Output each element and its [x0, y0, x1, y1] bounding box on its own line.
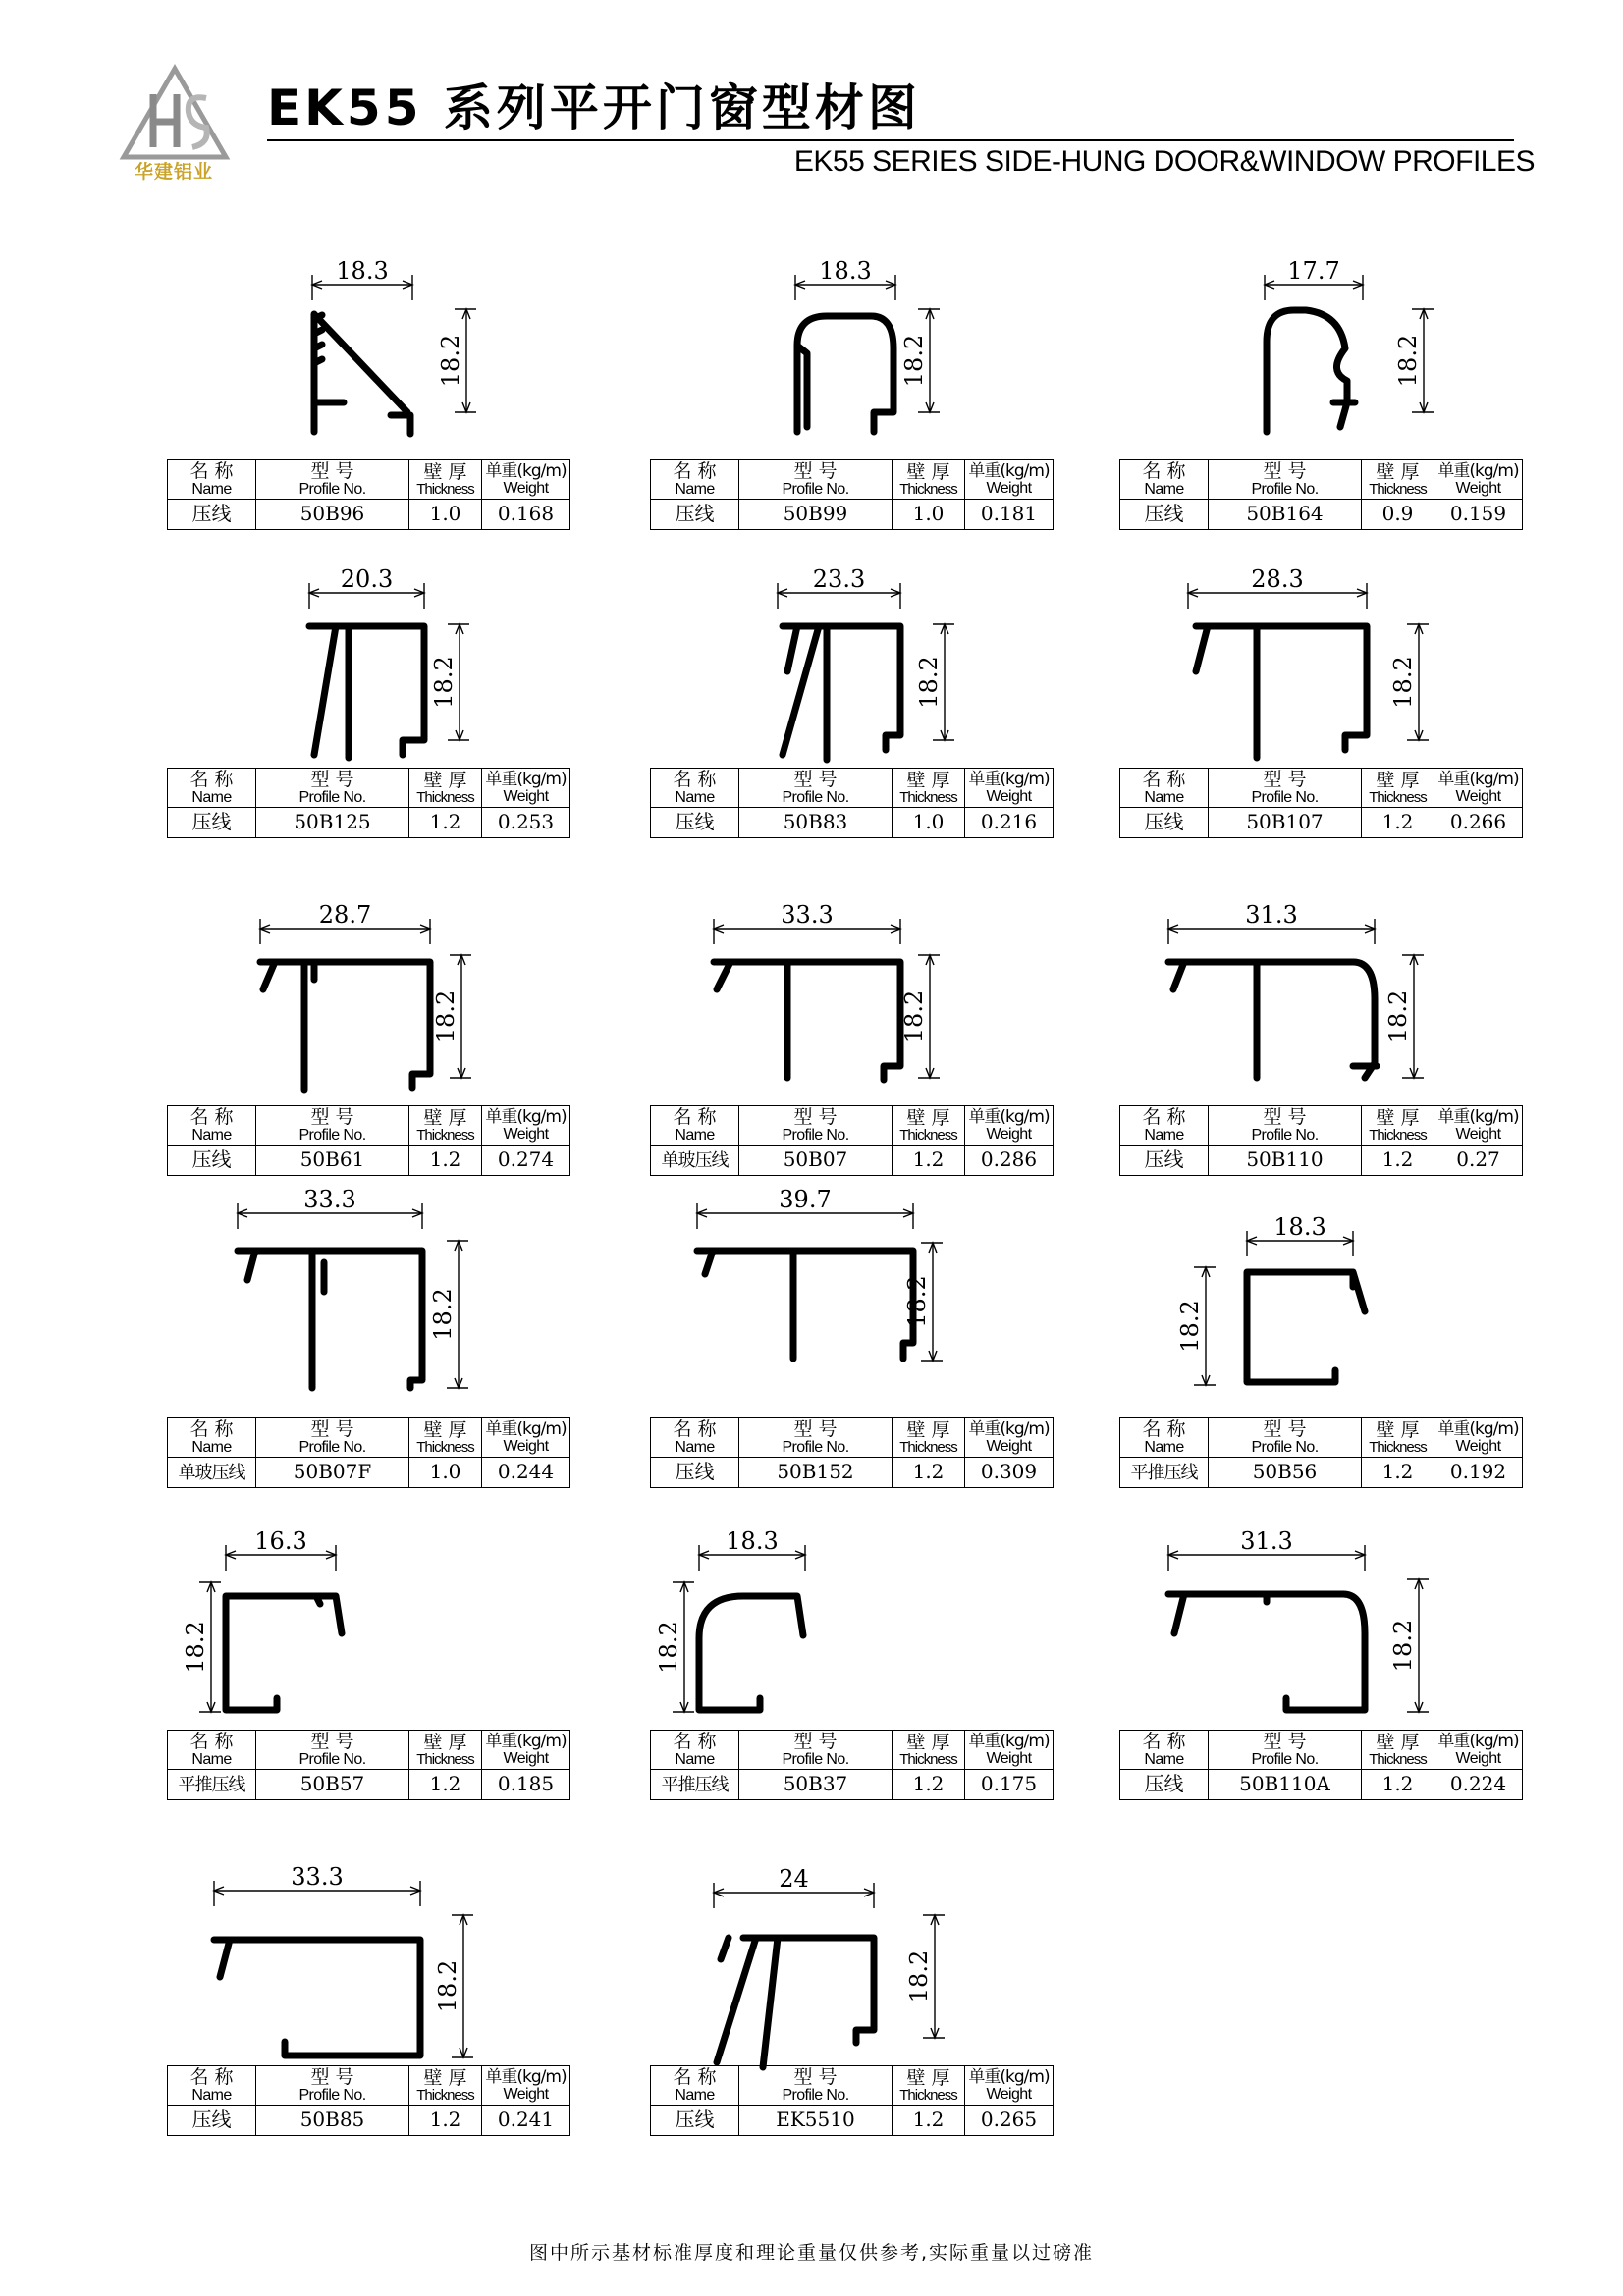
profile-number: EK5510: [739, 2105, 893, 2135]
profile-50B99: [650, 255, 1053, 569]
width-dimension: 33.3: [781, 901, 834, 929]
profile-weight: 0.241: [482, 2105, 570, 2135]
profile-number: 50B37: [739, 1769, 893, 1799]
spec-table: [650, 1730, 1054, 1800]
profile-number: 50B110A: [1209, 1769, 1362, 1799]
profile-weight: 0.216: [965, 807, 1054, 837]
profile-number: 50B99: [739, 499, 893, 529]
profile-50B61: [167, 901, 569, 1215]
header-weight: 单重(kg/m) Weight: [1434, 460, 1523, 500]
header-profile-no: 型 号 Profile No.: [1209, 1106, 1362, 1146]
profile-drawing: [650, 255, 1053, 461]
profile-number: 50B61: [256, 1145, 409, 1175]
height-dimension: 18.2: [182, 1621, 209, 1674]
header-weight: 单重(kg/m) Weight: [482, 1418, 570, 1458]
header-thickness: 壁 厚 Thickness: [409, 1106, 482, 1146]
profile-thickness: 0.9: [1362, 499, 1434, 529]
profile-name: 单玻压线: [168, 1457, 256, 1487]
profile-name: 压线: [1120, 499, 1209, 529]
profile-drawing: [650, 901, 1053, 1107]
profile-drawing: [650, 1861, 1053, 2067]
profile-name: 压线: [168, 807, 256, 837]
profile-50B110: [1119, 901, 1522, 1215]
header-weight: 单重(kg/m) Weight: [1434, 1106, 1523, 1146]
header-profile-no: 型 号 Profile No.: [256, 1731, 409, 1770]
profile-50B96: [167, 255, 569, 569]
profile-50B152: [650, 1186, 1053, 1527]
header-thickness: 壁 厚 Thickness: [1362, 769, 1434, 808]
height-dimension: 18.2: [1176, 1300, 1204, 1353]
profile-name: 单玻压线: [651, 1145, 739, 1175]
profile-number: 50B164: [1209, 499, 1362, 529]
height-dimension: 18.2: [903, 1275, 931, 1328]
profile-weight: 0.286: [965, 1145, 1054, 1175]
header-weight: 单重(kg/m) Weight: [1434, 1418, 1523, 1458]
header-weight: 单重(kg/m) Weight: [965, 2066, 1054, 2106]
height-dimension: 18.2: [429, 1288, 457, 1341]
profile-weight: 0.181: [965, 499, 1054, 529]
header-name: 名 称 Name: [651, 1731, 739, 1770]
profile-name: 平推压线: [168, 1769, 256, 1799]
height-dimension: 18.2: [432, 989, 460, 1043]
profile-thickness: 1.0: [893, 499, 965, 529]
page-subtitle: EK55 SERIES SIDE-HUNG DOOR&WINDOW PROFILES: [793, 145, 1535, 178]
header-thickness: 壁 厚 Thickness: [893, 460, 965, 500]
profile-thickness: 1.2: [1362, 1769, 1434, 1799]
height-dimension: 18.2: [1389, 1619, 1417, 1673]
profile-drawing: [167, 1861, 569, 2067]
spec-table: [1119, 459, 1523, 530]
profile-weight: 0.192: [1434, 1457, 1523, 1487]
header-name: 名 称 Name: [651, 769, 739, 808]
header-thickness: 壁 厚 Thickness: [893, 1106, 965, 1146]
height-dimension: 18.2: [655, 1621, 682, 1674]
spec-table: [650, 2065, 1054, 2136]
header-profile-no: 型 号 Profile No.: [1209, 1418, 1362, 1458]
profile-drawing: [167, 1525, 569, 1732]
spec-table: [167, 2065, 570, 2136]
profile-weight: 0.309: [965, 1457, 1054, 1487]
header-weight: 单重(kg/m) Weight: [482, 2066, 570, 2106]
profile-drawing: [167, 255, 569, 461]
company-logo-text: 华建铝业: [134, 161, 213, 183]
width-dimension: 20.3: [340, 565, 394, 593]
profile-weight: 0.266: [1434, 807, 1523, 837]
profile-drawing: [1119, 255, 1522, 461]
header-weight: 单重(kg/m) Weight: [1434, 1731, 1523, 1770]
header-profile-no: 型 号 Profile No.: [739, 769, 893, 808]
profile-name: 压线: [1120, 1769, 1209, 1799]
header-profile-no: 型 号 Profile No.: [1209, 460, 1362, 500]
header-name: 名 称 Name: [168, 460, 256, 500]
profile-number: 50B107: [1209, 807, 1362, 837]
profile-50B125: [167, 563, 569, 878]
spec-table: [1119, 1730, 1523, 1800]
profile-thickness: 1.0: [893, 807, 965, 837]
profile-number: 50B83: [739, 807, 893, 837]
header-name: 名 称 Name: [1120, 1731, 1209, 1770]
profile-50B110A: [1119, 1525, 1522, 1840]
width-dimension: 31.3: [1240, 1527, 1293, 1555]
header-name: 名 称 Name: [1120, 1106, 1209, 1146]
profile-thickness: 1.2: [409, 807, 482, 837]
width-dimension: 18.3: [336, 257, 389, 285]
height-dimension: 18.2: [1389, 656, 1417, 709]
profile-weight: 0.253: [482, 807, 570, 837]
width-dimension: 18.3: [726, 1527, 779, 1555]
width-dimension: 16.3: [254, 1527, 307, 1555]
profile-thickness: 1.2: [409, 2105, 482, 2135]
profile-name: 压线: [651, 1457, 739, 1487]
spec-table: [650, 1105, 1054, 1176]
header-thickness: 壁 厚 Thickness: [409, 2066, 482, 2106]
width-dimension: 33.3: [291, 1863, 344, 1891]
profile-50B56: [1119, 1213, 1522, 1527]
profile-name: 压线: [168, 1145, 256, 1175]
profile-drawing: [650, 563, 1053, 770]
profile-name: 压线: [168, 499, 256, 529]
profile-name: 压线: [1120, 1145, 1209, 1175]
header-profile-no: 型 号 Profile No.: [739, 1731, 893, 1770]
profile-50B83: [650, 563, 1053, 878]
header-thickness: 壁 厚 Thickness: [893, 2066, 965, 2106]
profile-number: 50B152: [739, 1457, 893, 1487]
header-name: 名 称 Name: [1120, 1418, 1209, 1458]
profile-thickness: 1.2: [893, 1145, 965, 1175]
height-dimension: 18.2: [430, 656, 458, 709]
header-name: 名 称 Name: [168, 2066, 256, 2106]
width-dimension: 18.3: [819, 257, 872, 285]
spec-table: [1119, 768, 1523, 838]
profile-number: 50B56: [1209, 1457, 1362, 1487]
header-profile-no: 型 号 Profile No.: [739, 1106, 893, 1146]
profile-thickness: 1.2: [893, 1457, 965, 1487]
height-dimension: 18.2: [437, 334, 464, 388]
profile-drawing: [1119, 901, 1522, 1107]
profile-thickness: 1.0: [409, 1457, 482, 1487]
width-dimension: 24: [779, 1865, 809, 1893]
profile-thickness: 1.2: [1362, 807, 1434, 837]
profile-weight: 0.244: [482, 1457, 570, 1487]
profile-50B85: [167, 1861, 569, 2175]
profile-name: 平推压线: [651, 1769, 739, 1799]
profile-weight: 0.175: [965, 1769, 1054, 1799]
header-weight: 单重(kg/m) Weight: [482, 1731, 570, 1770]
spec-table: [167, 459, 570, 530]
header-weight: 单重(kg/m) Weight: [482, 460, 570, 500]
profile-50B07: [650, 901, 1053, 1215]
header-weight: 单重(kg/m) Weight: [482, 769, 570, 808]
profile-50B57: [167, 1525, 569, 1840]
profile-name: 压线: [651, 499, 739, 529]
spec-table: [167, 1417, 570, 1488]
width-dimension: 33.3: [303, 1186, 356, 1213]
header-profile-no: 型 号 Profile No.: [739, 2066, 893, 2106]
profile-number: 50B07F: [256, 1457, 409, 1487]
header-thickness: 壁 厚 Thickness: [893, 769, 965, 808]
header-name: 名 称 Name: [651, 1106, 739, 1146]
profile-number: 50B125: [256, 807, 409, 837]
profile-weight: 0.224: [1434, 1769, 1523, 1799]
width-dimension: 31.3: [1245, 901, 1298, 929]
profile-name: 压线: [651, 2105, 739, 2135]
header-thickness: 壁 厚 Thickness: [1362, 1106, 1434, 1146]
profile-drawing: [1119, 1213, 1522, 1419]
profile-number: 50B96: [256, 499, 409, 529]
header-weight: 单重(kg/m) Weight: [965, 1731, 1054, 1770]
profile-thickness: 1.2: [893, 1769, 965, 1799]
header-thickness: 壁 厚 Thickness: [409, 769, 482, 808]
header-thickness: 壁 厚 Thickness: [893, 1731, 965, 1770]
profile-drawing: [167, 1186, 569, 1419]
header-name: 名 称 Name: [651, 1418, 739, 1458]
header-thickness: 壁 厚 Thickness: [409, 460, 482, 500]
profile-50B37: [650, 1525, 1053, 1840]
profile-drawing: [1119, 1525, 1522, 1732]
header-divider: [267, 139, 1514, 141]
profile-weight: 0.185: [482, 1769, 570, 1799]
profile-50B107: [1119, 563, 1522, 878]
header-profile-no: 型 号 Profile No.: [739, 1418, 893, 1458]
header-name: 名 称 Name: [168, 1418, 256, 1458]
header-thickness: 壁 厚 Thickness: [409, 1731, 482, 1770]
profile-weight: 0.168: [482, 499, 570, 529]
profile-thickness: 1.2: [409, 1145, 482, 1175]
spec-table: [650, 459, 1054, 530]
header-weight: 单重(kg/m) Weight: [965, 769, 1054, 808]
header-thickness: 壁 厚 Thickness: [1362, 1731, 1434, 1770]
footer-note: 图中所示基材标准厚度和理论重量仅供参考,实际重量以过磅准: [528, 2242, 1095, 2264]
header-profile-no: 型 号 Profile No.: [256, 1106, 409, 1146]
spec-table: [167, 1105, 570, 1176]
width-dimension: 28.3: [1251, 565, 1304, 593]
profile-thickness: 1.2: [1362, 1145, 1434, 1175]
header-profile-no: 型 号 Profile No.: [256, 460, 409, 500]
header-profile-no: 型 号 Profile No.: [256, 1418, 409, 1458]
header-thickness: 壁 厚 Thickness: [1362, 1418, 1434, 1458]
profile-thickness: 1.2: [409, 1769, 482, 1799]
header-name: 名 称 Name: [168, 1731, 256, 1770]
header-name: 名 称 Name: [1120, 460, 1209, 500]
header-weight: 单重(kg/m) Weight: [482, 1106, 570, 1146]
profile-weight: 0.159: [1434, 499, 1523, 529]
header-profile-no: 型 号 Profile No.: [1209, 769, 1362, 808]
profile-name: 压线: [1120, 807, 1209, 837]
profile-number: 50B110: [1209, 1145, 1362, 1175]
profile-drawing: [1119, 563, 1522, 770]
header-weight: 单重(kg/m) Weight: [965, 460, 1054, 500]
spec-table: [1119, 1105, 1523, 1176]
height-dimension: 18.2: [434, 1959, 461, 2013]
header-name: 名 称 Name: [651, 460, 739, 500]
width-dimension: 23.3: [812, 565, 866, 593]
profile-name: 压线: [168, 2105, 256, 2135]
profile-50B164: [1119, 255, 1522, 569]
profile-drawing: [167, 901, 569, 1107]
header-weight: 单重(kg/m) Weight: [965, 1418, 1054, 1458]
header-name: 名 称 Name: [1120, 769, 1209, 808]
header-profile-no: 型 号 Profile No.: [256, 769, 409, 808]
header-thickness: 壁 厚 Thickness: [893, 1418, 965, 1458]
width-dimension: 39.7: [779, 1186, 832, 1213]
spec-table: [167, 1730, 570, 1800]
header-thickness: 壁 厚 Thickness: [1362, 460, 1434, 500]
header-name: 名 称 Name: [168, 769, 256, 808]
width-dimension: 28.7: [318, 901, 372, 929]
height-dimension: 18.2: [900, 989, 928, 1043]
header-weight: 单重(kg/m) Weight: [1434, 769, 1523, 808]
width-dimension: 18.3: [1273, 1213, 1326, 1241]
height-dimension: 18.2: [915, 656, 943, 709]
header-name: 名 称 Name: [168, 1106, 256, 1146]
spec-table: [1119, 1417, 1523, 1488]
height-dimension: 18.2: [905, 1949, 933, 2003]
page-title: EK55 系列平开门窗型材图: [267, 80, 921, 136]
profile-drawing: [167, 563, 569, 770]
profile-name: 压线: [651, 807, 739, 837]
profile-weight: 0.274: [482, 1145, 570, 1175]
profile-thickness: 1.2: [893, 2105, 965, 2135]
header-profile-no: 型 号 Profile No.: [739, 460, 893, 500]
height-dimension: 18.2: [1394, 334, 1422, 388]
profile-number: 50B57: [256, 1769, 409, 1799]
profile-number: 50B85: [256, 2105, 409, 2135]
profile-EK5510: [650, 1861, 1053, 2175]
header-thickness: 壁 厚 Thickness: [409, 1418, 482, 1458]
profile-number: 50B07: [739, 1145, 893, 1175]
header-profile-no: 型 号 Profile No.: [256, 2066, 409, 2106]
height-dimension: 18.2: [900, 334, 928, 388]
profile-thickness: 1.0: [409, 499, 482, 529]
profile-drawing: [650, 1186, 1053, 1419]
profile-name: 平推压线: [1120, 1457, 1209, 1487]
width-dimension: 17.7: [1287, 257, 1340, 285]
spec-table: [167, 768, 570, 838]
header-profile-no: 型 号 Profile No.: [1209, 1731, 1362, 1770]
header-name: 名 称 Name: [651, 2066, 739, 2106]
profile-thickness: 1.2: [1362, 1457, 1434, 1487]
height-dimension: 18.2: [1384, 989, 1412, 1043]
profile-weight: 0.27: [1434, 1145, 1523, 1175]
spec-table: [650, 768, 1054, 838]
profile-weight: 0.265: [965, 2105, 1054, 2135]
spec-table: [650, 1417, 1054, 1488]
header-weight: 单重(kg/m) Weight: [965, 1106, 1054, 1146]
profile-drawing: [650, 1525, 1053, 1732]
profile-50B07F: [167, 1186, 569, 1527]
